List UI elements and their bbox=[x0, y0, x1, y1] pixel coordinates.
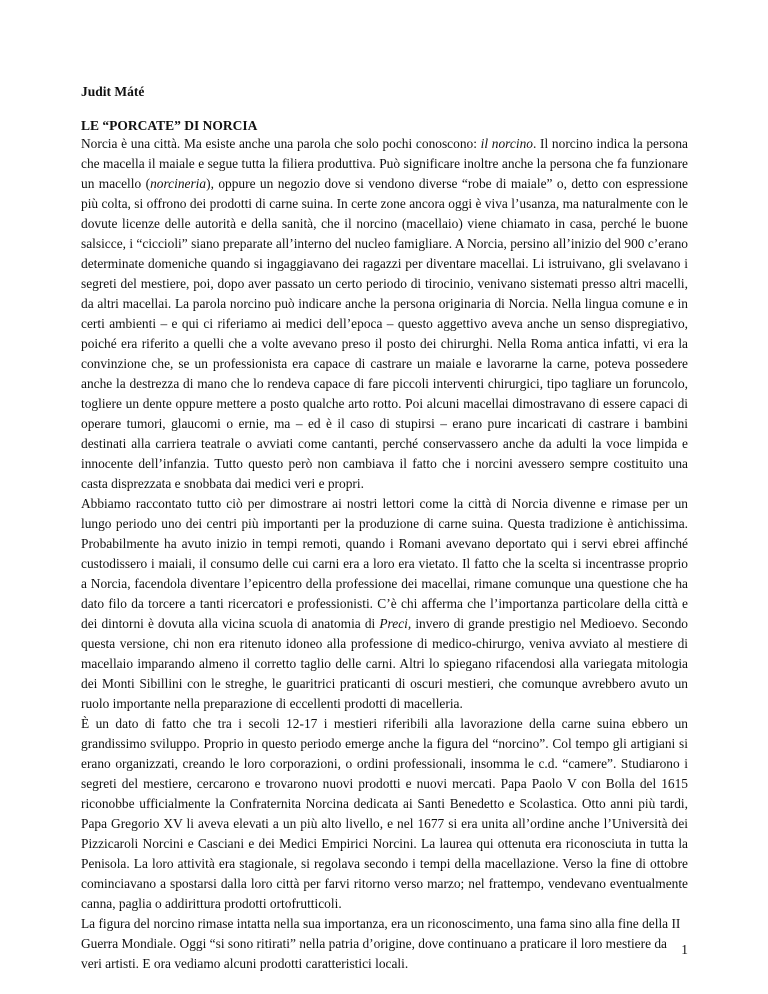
author-name: Judit Máté bbox=[81, 84, 145, 99]
paragraph-2-text-a: Abbiamo raccontato tutto ciò per dimostrare ai nostri lettori come la città di Norcia divenne e rimase per un lungo periodo uno dei centri più importanti per la produzione di carne suina. Questa tradizione è antichissima. Probabilmente ha avuto inizio in tempi remoti, quando i Romani avevano deportato qui i servi ebrei affinché custodissero i maiali, il consumo delle cui carni era a loro era vietato. Il fatto che la scelta si incentrasse proprio a Norcia, facendola diventare l’epicentro della professione dei macellai, rimane comunque una questione che ha dato filo da torcere a tanti ricercatori e professionisti. C’è chi afferma che l’importanza particolare della città e dei dintorni è dovuta alla vicina scuola di anatomia di bbox=[81, 496, 688, 631]
paragraph-1 bbox=[81, 134, 688, 494]
paragraph-4: La figura del norcino rimase intatta nella sua importanza, era un riconoscimento, una fama sino alla fine della II Guerra Mondiale. Oggi “si sono ritirati” nella patria d’origine, dove continuano a praticare il loro mestiere da veri artisti. E ora vediamo alcuni prodotti caratteristici locali. bbox=[81, 916, 681, 971]
paragraph-3: È un dato di fatto che tra i secoli 12-17 i mestieri riferibili alla lavorazione della carne suina ebbero un grandissimo sviluppo. Proprio in questo periodo emerge anche la figura del “norcino”. Col tempo gli artigiani si erano organizzati, creando le loro corporazioni, o ordini professionali, insomma le c.d. “camere”. Studiarono i segreti del mestiere, cercarono e trovarono nuovi prodotti e nuovi mercati. Papa Paolo V con Bolla del 1615 riconobbe ufficialmente la Confraternita Norcina dedicata ai Santi Benedetto e Scolastica. Otto anni più tardi, Papa Gregorio XV li aveva elevati a un più alto livello, e nel 1677 si era unita all’ordine anche l’Università dei Pizzicaroli Norcini e Casciani e dei Medici Empirici Norcini. La laurea qui ottenuta era riconosciuta in tutta la Penisola. La loro attività era stagionale, si regolava secondo i tempi della macellazione. Verso la fine di ottobre cominciavano a spostarsi dalla loro città per farvi ritorno verso marzo; nel frattempo, vendevano eventualmente canna, paglia o addirittura prodotti ortofrutticoli. bbox=[81, 716, 688, 911]
paragraph-1-text-e: ), oppure un negozio dove si vendono diverse “robe di maiale” o, detto con espressione più colta, si offrono dei prodotti di carne suina. In certe zone ancora oggi è viva l’usanza, ma naturalmente con le dovute licenze delle autorità e della sanità, che il norcino (macellaio) viene chiamato in casa, perché le buone salsicce, i “ciccioli” siano preparate all’interno del nucleo famigliare. A Norcia, persino all’inizio del 900 c’erano determinate domeniche quando si ingaggiavano dei ragazzi per diventare macellai. Li istruivano, gli svelavano i segreti del mestiere, poi, dopo aver passato un certo periodo di tirocinio, venivano sistemati presso altri macelli, da altri macellai. La parola norcino può indicare anche la persona originaria di Norcia. Nella lingua comune e in certi ambienti – e qui ci riferiamo ai medici dell’epoca – questo aggettivo aveva anche un senso dispregiativo, poiché era riferito a quelli che a volte avevano preso il posto dei chirurghi. Nella Roma antica infatti, vi era la convinzione che, se un professionista era capace di castrare un maiale e lavorarne la carne, poteva possedere anche la destrezza di mano che lo rendeva capace di fare piccoli interventi chirurgici, tipo tagliare un foruncolo, togliere un dente oppure mettere a posto qualche arto rotto. Poi alcuni macellai dimostravano di essere capaci di operare tumori, glaucomi o ernie, ma – ed è il caso di stupirsi – erano pure incaricati di castrare i bambini destinati alla carriera teatrale o avviati come cantanti, perché conservassero anche da adulti la voce limpida e innocente dell’infanzia. Tutto questo però non cambiava il fatto che i norcini avessero sempre costituito una casta disprezzata e snobbata dai medici veri e propri. bbox=[81, 176, 689, 491]
paragraph-1-italic-norcineria: norcineria bbox=[150, 176, 207, 191]
document-body bbox=[81, 84, 688, 974]
article-title: LE “PORCATE” DI NORCIA bbox=[81, 118, 258, 133]
paragraph-2-text-c: invero di grande prestigio nel Medioevo. Secondo questa versione, chi non era ritenuto idoneo alla professione di medico-chirurgo, veniva avviato al mestiere di macellaio imparando almeno il corretto taglio delle carni. Altri lo spiegano rifacendosi alla variegata mitologia dei Monti Sibillini con le streghe, le guaritrici praticanti di oscuri mestieri, che comunque avrebbero avuto un ruolo importante nella preparazione di eccellenti prodotti di macelleria. bbox=[81, 616, 689, 711]
paragraph-2-italic-preci: Preci, bbox=[379, 616, 412, 631]
page-number: 1 bbox=[681, 942, 688, 957]
paragraph-1-text-c: . Il norcino indica la persona che macella il maiale e segue tutta la filiera produttiva. Può significare inoltre anche la persona che fa funzionare un macello ( bbox=[81, 136, 688, 191]
paragraph-1-italic-norcino: il norcino bbox=[480, 136, 533, 151]
paragraph-1-text-a: Norcia è una città. Ma esiste anche una parola che solo pochi conoscono: bbox=[81, 136, 481, 151]
paragraph-2 bbox=[81, 494, 688, 714]
